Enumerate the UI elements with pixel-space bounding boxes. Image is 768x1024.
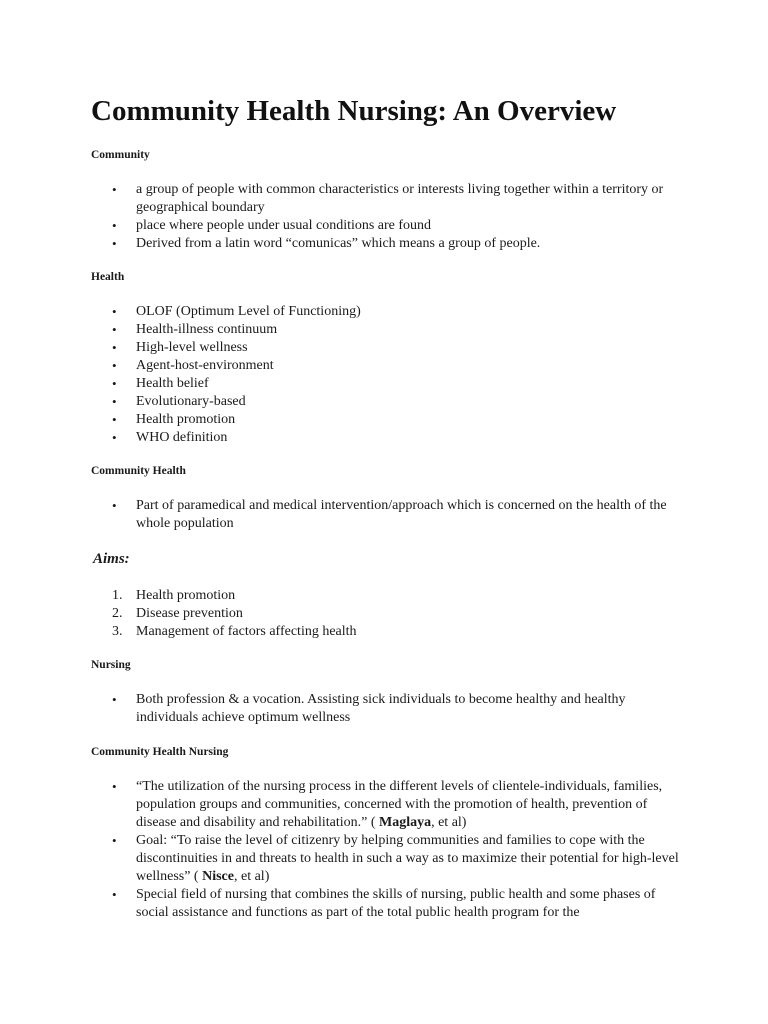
section-heading-community-health: Community Health bbox=[91, 465, 186, 477]
list-item bbox=[0, 623, 686, 641]
list-number: 3. bbox=[112, 624, 123, 639]
list-item: • Health belief bbox=[0, 375, 686, 393]
nursing-list bbox=[0, 691, 686, 727]
page-title: Community Health Nursing: An Overview bbox=[91, 95, 617, 127]
list-item-text: Disease prevention bbox=[136, 606, 243, 621]
list-item-text: “The utilization of the nursing process in the different levels of clientele-individuals, families, population groups and communities, concerned with the promotion of health, prevention of disease and disability and rehabilitation.” ( bbox=[136, 779, 663, 830]
citation-author: Nisce bbox=[202, 869, 234, 884]
list-item bbox=[0, 778, 686, 832]
list-item: • OLOF (Optimum Level of Functioning) bbox=[0, 303, 686, 321]
list-item: • Both profession & a vocation. Assisting sick individuals to become healthy and healthy individuals achieve optimum wellness bbox=[0, 691, 686, 727]
section-heading-aims: Aims: bbox=[93, 551, 130, 567]
list-item-text: Management of factors affecting health bbox=[136, 624, 357, 639]
list-item: • WHO definition bbox=[0, 429, 686, 447]
list-item: • place where people under usual conditions are found bbox=[0, 217, 686, 235]
list-item bbox=[0, 605, 686, 623]
citation-author: Maglaya bbox=[378, 815, 432, 830]
list-item: • Part of paramedical and medical intervention/approach which is concerned on the health of the whole population bbox=[0, 497, 686, 533]
list-item bbox=[0, 832, 686, 886]
list-item: • Derived from a latin word “comunicas” which means a group of people. bbox=[0, 235, 686, 253]
list-item: • Agent-host-environment bbox=[0, 357, 686, 375]
list-item bbox=[0, 886, 686, 922]
list-number: 1. bbox=[112, 588, 123, 603]
section-heading-community: Community bbox=[91, 149, 150, 161]
community-list bbox=[0, 181, 686, 253]
list-item bbox=[0, 587, 686, 605]
list-item: • Health-illness continuum bbox=[0, 321, 686, 339]
community-health-list bbox=[0, 497, 686, 533]
section-heading-health: Health bbox=[91, 271, 125, 283]
list-item: • High-level wellness bbox=[0, 339, 686, 357]
list-item: • a group of people with common characteristics or interests living together within a territory or geographical boundary bbox=[0, 181, 686, 217]
section-heading-community-health-nursing: Community Health Nursing bbox=[91, 746, 229, 758]
health-list bbox=[0, 303, 686, 447]
list-item-text: Goal: “To raise the level of citizenry by helping communities and families to cope with the discontinuities in and threats to health in such a way as to maximize their potential for high-level wellness” ( bbox=[136, 833, 679, 884]
list-number: 2. bbox=[112, 606, 123, 621]
list-item-text: Special field of nursing that combines the skills of nursing, public health and some phases of social assistance and functions as part of the total public health program for the bbox=[136, 887, 656, 920]
citation-suffix: , et al) bbox=[233, 869, 270, 884]
list-item-text: Health promotion bbox=[136, 588, 236, 603]
section-heading-nursing: Nursing bbox=[91, 659, 131, 671]
list-item: • Evolutionary-based bbox=[0, 393, 686, 411]
community-health-nursing-list bbox=[0, 778, 686, 922]
aims-list bbox=[0, 587, 686, 641]
citation-suffix: , et al) bbox=[431, 815, 467, 830]
list-item: • Health promotion bbox=[0, 411, 686, 429]
